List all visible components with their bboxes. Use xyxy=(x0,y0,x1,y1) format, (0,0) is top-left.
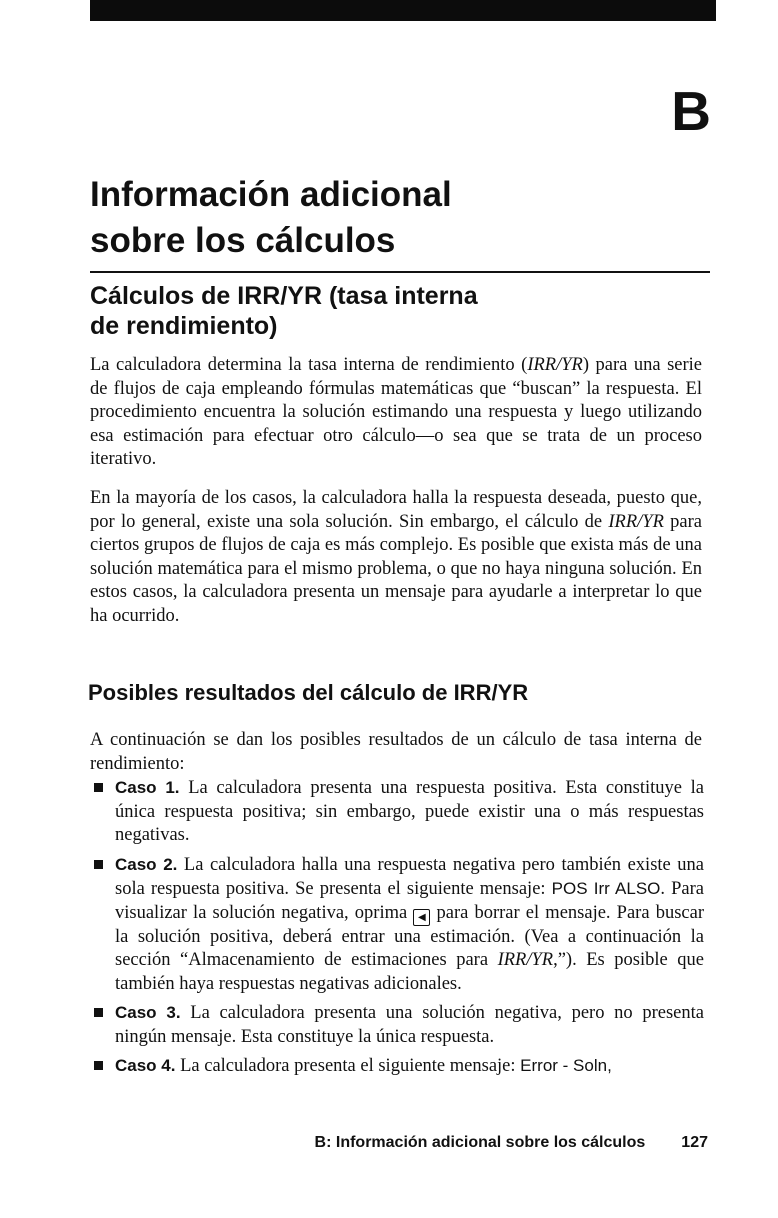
case-label: Caso 4. xyxy=(115,1056,176,1075)
irr-yr-term: IRR/YR xyxy=(497,950,554,970)
display-message: Error - Soln, xyxy=(520,1056,612,1075)
bullet-icon xyxy=(94,1008,103,1017)
list-item-case-2 xyxy=(90,853,704,997)
section-divider xyxy=(90,271,710,273)
section-heading-line2: de rendimiento) xyxy=(90,312,278,340)
bullet-icon xyxy=(94,1061,103,1070)
bullet-icon xyxy=(94,783,103,792)
section-heading xyxy=(90,281,710,341)
paragraph-text: La calculadora determina la tasa interna de rendimiento ( xyxy=(90,355,528,375)
case-label: Caso 3. xyxy=(115,1003,181,1022)
top-black-bar xyxy=(90,0,716,21)
list-item-case-4 xyxy=(90,1054,704,1079)
irr-yr-term: IRR/YR xyxy=(527,355,583,375)
case-label: Caso 2. xyxy=(115,854,178,874)
case-label: Caso 1. xyxy=(115,778,180,797)
display-message: POS Irr ALSO xyxy=(551,879,661,898)
page-footer xyxy=(250,1134,708,1152)
cases-list xyxy=(90,776,704,1084)
case-text: La calculadora presenta una respuesta positiva. Esta constituye la única respuesta positiva; sin embargo, puede existir una o más respuestas negativas. xyxy=(115,778,704,845)
back-arrow-key-icon: ◀ xyxy=(413,909,430,926)
chapter-title-line2: sobre los cálculos xyxy=(90,221,396,260)
irr-yr-term: IRR/YR xyxy=(608,511,664,532)
case-text: para borrar el mensaje. Para buscar la solución positiva, deberá entrar una estimación. (Vea a continuación la sección “Almacenamiento de estimaciones para xyxy=(115,902,704,970)
subsection-heading: Posibles resultados del cálculo de IRR/YR xyxy=(88,680,529,705)
chapter-title xyxy=(90,172,710,264)
case-text: ,”). Es posible que también haya respuestas negativas adicionales. xyxy=(115,950,704,994)
paragraph-text: ) para una serie de flujos de caja empleando fórmulas matemáticas que “buscan” la respuesta. El procedimiento encuentra la solución estimando una respuesta y luego utilizando esa estimación para efectuar otro cálculo—o sea que se trata de un proceso iterativo. xyxy=(90,355,702,469)
subsection-intro: A continuación se dan los posibles resultados de un cálculo de tasa interna de rendimiento: xyxy=(90,730,702,774)
case-text: La calculadora presenta una solución negativa, pero no presenta ningún mensaje. Esta constituye la única respuesta. xyxy=(115,1003,704,1047)
case-text: La calculadora presenta el siguiente mensaje: xyxy=(175,1056,521,1076)
section-heading-line1: Cálculos de IRR/YR (tasa interna xyxy=(90,282,478,310)
case-text: La calculadora halla una respuesta negativa pero también existe una sola respuesta positiva. Se presenta el siguiente mensaje: xyxy=(115,854,704,899)
paragraph-text: para ciertos grupos de flujos de caja es más complejo. Es posible que exista más de una solución matemática para el mismo problema, o que no haya ninguna solución. En estos casos, la calculadora presenta un mensaje para ayudarle a interpretar lo que ha ocurrido. xyxy=(90,511,702,626)
case-text: . Para visualizar la solución negativa, oprima xyxy=(115,879,704,923)
paragraph-irr-cases xyxy=(90,487,702,628)
paragraph-text: En la mayoría de los casos, la calculadora halla la respuesta deseada, puesto que, por lo general, existe una sola solución. Sin embargo, el cálculo de xyxy=(90,488,702,532)
chapter-letter: B xyxy=(671,80,711,142)
paragraph-irr-intro xyxy=(90,354,702,472)
running-title: B: Información adicional sobre los cálculos xyxy=(314,1134,646,1151)
list-item-case-1 xyxy=(90,776,704,848)
list-item-case-3 xyxy=(90,1001,704,1049)
page-number: 127 xyxy=(681,1134,708,1151)
bullet-icon xyxy=(94,860,103,869)
chapter-title-line1: Información adicional xyxy=(90,175,452,214)
